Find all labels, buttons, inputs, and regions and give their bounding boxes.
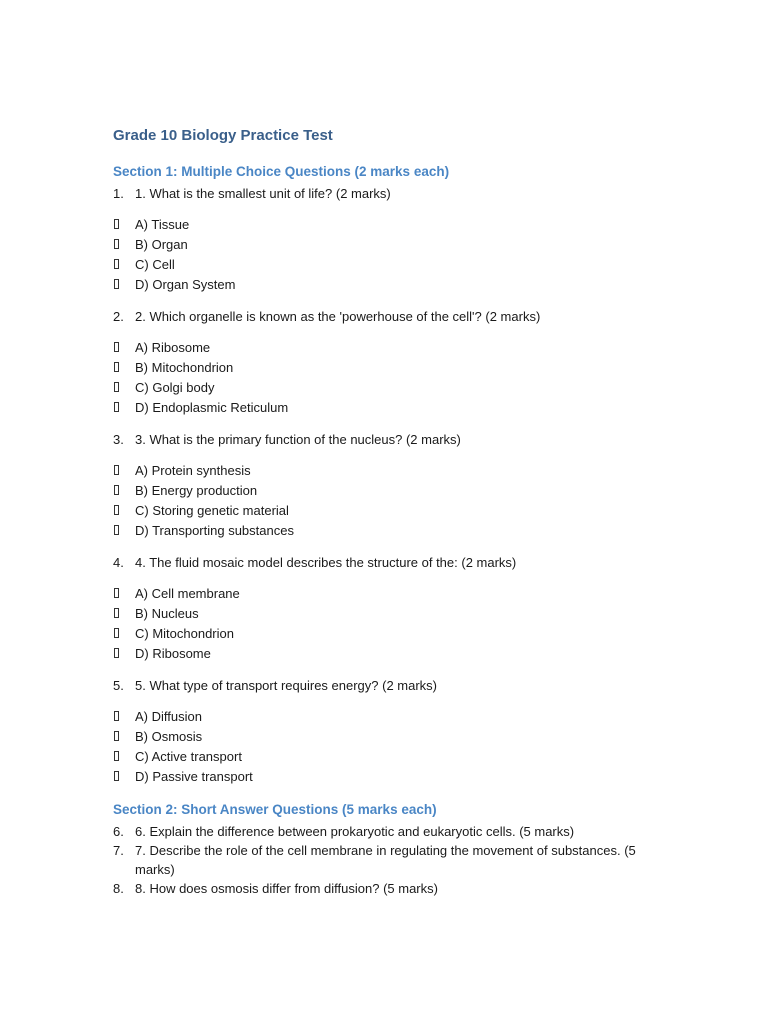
question-text: 3. What is the primary function of the nucleus? (2 marks) — [135, 432, 461, 447]
question-text: 6. Explain the difference between prokaryotic and eukaryotic cells. (5 marks) — [135, 824, 575, 839]
answer-option[interactable] — [113, 501, 673, 521]
option-label: C) Active transport — [135, 749, 242, 764]
answer-option[interactable] — [113, 235, 673, 255]
answer-option[interactable] — [113, 521, 673, 541]
section-2-questions — [113, 822, 673, 898]
answer-option[interactable] — [113, 747, 673, 767]
checkbox-icon[interactable] — [114, 608, 119, 618]
checkbox-icon[interactable] — [114, 362, 119, 372]
checkbox-icon[interactable] — [114, 465, 119, 475]
answer-option[interactable] — [113, 707, 673, 727]
question-4 — [113, 553, 673, 572]
checkbox-icon[interactable] — [114, 525, 119, 535]
option-label: D) Passive transport — [135, 769, 253, 784]
options-list — [113, 461, 673, 541]
answer-option[interactable] — [113, 215, 673, 235]
question-text: 7. Describe the role of the cell membrane in regulating the movement of substances. (5 marks) — [135, 843, 636, 877]
question-text: 2. Which organelle is known as the 'powerhouse of the cell'? (2 marks) — [135, 309, 541, 324]
checkbox-icon[interactable] — [114, 342, 119, 352]
answer-option[interactable] — [113, 358, 673, 378]
question-number: 7. — [113, 843, 124, 858]
option-label: D) Ribosome — [135, 646, 211, 661]
checkbox-icon[interactable] — [114, 402, 119, 412]
answer-option[interactable] — [113, 461, 673, 481]
checkbox-icon[interactable] — [114, 485, 119, 495]
checkbox-icon[interactable] — [114, 239, 119, 249]
answer-option[interactable] — [113, 767, 673, 787]
answer-option[interactable] — [113, 481, 673, 501]
option-label: B) Organ — [135, 237, 188, 252]
option-label: B) Osmosis — [135, 729, 203, 744]
question-text: 4. The fluid mosaic model describes the structure of the: (2 marks) — [135, 555, 517, 570]
option-label: C) Mitochondrion — [135, 626, 234, 641]
question-text: 5. What type of transport requires energy? (2 marks) — [135, 678, 438, 693]
option-label: C) Cell — [135, 257, 175, 272]
option-label: A) Ribosome — [135, 340, 211, 355]
answer-option[interactable] — [113, 584, 673, 604]
checkbox-icon[interactable] — [114, 279, 119, 289]
checkbox-icon[interactable] — [114, 771, 119, 781]
answer-option[interactable] — [113, 727, 673, 747]
question-3 — [113, 430, 673, 449]
question-number: 3. — [113, 432, 124, 447]
option-label: A) Tissue — [135, 217, 190, 232]
checkbox-icon[interactable] — [114, 648, 119, 658]
options-list — [113, 707, 673, 787]
option-label: A) Protein synthesis — [135, 463, 251, 478]
question-number: 5. — [113, 678, 124, 693]
section-1-heading: Section 1: Multiple Choice Questions (2 marks each) — [113, 164, 450, 179]
answer-option[interactable] — [113, 398, 673, 418]
option-label: D) Organ System — [135, 277, 236, 292]
question-number: 4. — [113, 555, 124, 570]
question-number: 2. — [113, 309, 124, 324]
answer-option[interactable] — [113, 338, 673, 358]
question-1 — [113, 184, 673, 203]
question-5 — [113, 676, 673, 695]
option-label: B) Nucleus — [135, 606, 199, 621]
option-label: D) Endoplasmic Reticulum — [135, 400, 289, 415]
short-answer-question-6 — [113, 822, 673, 841]
answer-option[interactable] — [113, 644, 673, 664]
checkbox-icon[interactable] — [114, 382, 119, 392]
checkbox-icon[interactable] — [114, 505, 119, 515]
question-number: 6. — [113, 824, 124, 839]
option-label: C) Storing genetic material — [135, 503, 289, 518]
answer-option[interactable] — [113, 275, 673, 295]
checkbox-icon[interactable] — [114, 588, 119, 598]
question-2 — [113, 307, 673, 326]
short-answer-question-7 — [113, 841, 673, 879]
section-1-questions — [113, 184, 673, 787]
option-label: A) Diffusion — [135, 709, 202, 724]
short-answer-question-8 — [113, 879, 673, 898]
document-page — [113, 126, 673, 898]
answer-option[interactable] — [113, 255, 673, 275]
option-label: B) Mitochondrion — [135, 360, 234, 375]
answer-option[interactable] — [113, 624, 673, 644]
checkbox-icon[interactable] — [114, 731, 119, 741]
checkbox-icon[interactable] — [114, 711, 119, 721]
question-text: 8. How does osmosis differ from diffusion? (5 marks) — [135, 881, 438, 896]
option-label: B) Energy production — [135, 483, 258, 498]
options-list — [113, 215, 673, 295]
checkbox-icon[interactable] — [114, 259, 119, 269]
checkbox-icon[interactable] — [114, 628, 119, 638]
checkbox-icon[interactable] — [114, 219, 119, 229]
document-title: Grade 10 Biology Practice Test — [113, 127, 333, 144]
option-label: A) Cell membrane — [135, 586, 240, 601]
option-label: C) Golgi body — [135, 380, 215, 395]
options-list — [113, 338, 673, 418]
question-text: 1. What is the smallest unit of life? (2 marks) — [135, 186, 391, 201]
section-2-heading: Section 2: Short Answer Questions (5 marks each) — [113, 802, 437, 817]
checkbox-icon[interactable] — [114, 751, 119, 761]
answer-option[interactable] — [113, 604, 673, 624]
question-number: 1. — [113, 186, 124, 201]
answer-option[interactable] — [113, 378, 673, 398]
option-label: D) Transporting substances — [135, 523, 294, 538]
question-number: 8. — [113, 881, 124, 896]
options-list — [113, 584, 673, 664]
